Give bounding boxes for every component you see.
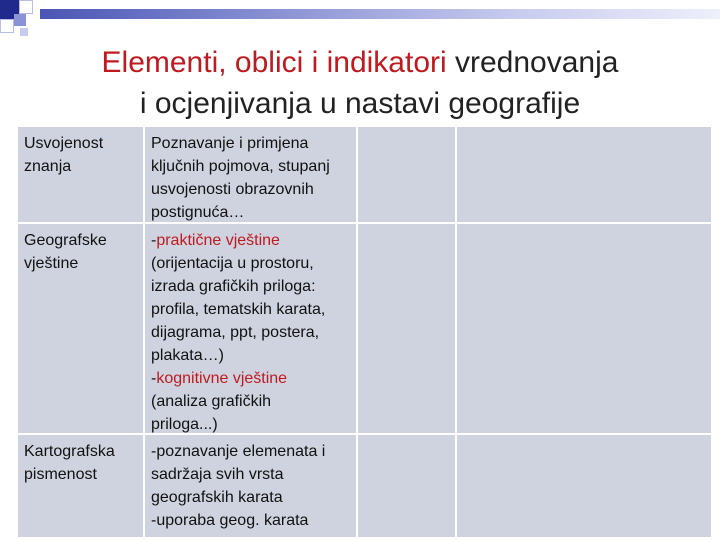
empty-cell xyxy=(457,435,711,537)
empty-cell xyxy=(358,127,457,224)
decorative-square xyxy=(20,28,28,36)
decorative-square xyxy=(0,19,14,33)
title-line-2: i ocjenjivanja u nastavi geografije xyxy=(139,87,581,120)
row-label-skills: Geografske vještine xyxy=(18,224,145,435)
decorative-gradient-bar xyxy=(40,9,720,19)
row-label-knowledge: Usvojenost znanja xyxy=(18,127,145,224)
empty-cell xyxy=(457,224,711,435)
evaluation-table xyxy=(18,127,711,537)
empty-cell xyxy=(457,127,711,224)
title-rest: vrednovanja xyxy=(446,46,619,79)
practical-skills-label: praktične vještine xyxy=(156,232,280,249)
decorative-square xyxy=(14,14,26,26)
row-desc-skills: -praktične vještine (orijentacija u prostoru, izrada grafičkih priloga: profila, tematskih karata, dijagrama, ppt, postera, plakata…) -kognitivne vještine (analiza grafičkih priloga...) xyxy=(145,224,358,435)
slide-title xyxy=(20,42,700,124)
decorative-square xyxy=(19,0,33,14)
empty-cell xyxy=(358,435,457,537)
cognitive-skills-label: kognitivne vještine xyxy=(156,370,288,387)
title-highlight: Elementi, oblici i indikatori xyxy=(101,46,447,79)
empty-cell xyxy=(358,224,457,435)
row-desc-cartography: -poznavanje elemenata i sadržaja svih vrsta geografskih karata -uporaba geog. karata xyxy=(145,435,358,537)
row-label-cartography: Kartografska pismenost xyxy=(18,435,145,537)
row-desc-knowledge: Poznavanje i primjena ključnih pojmova, stupanj usvojenosti obrazovnih postignuća… xyxy=(145,127,358,224)
